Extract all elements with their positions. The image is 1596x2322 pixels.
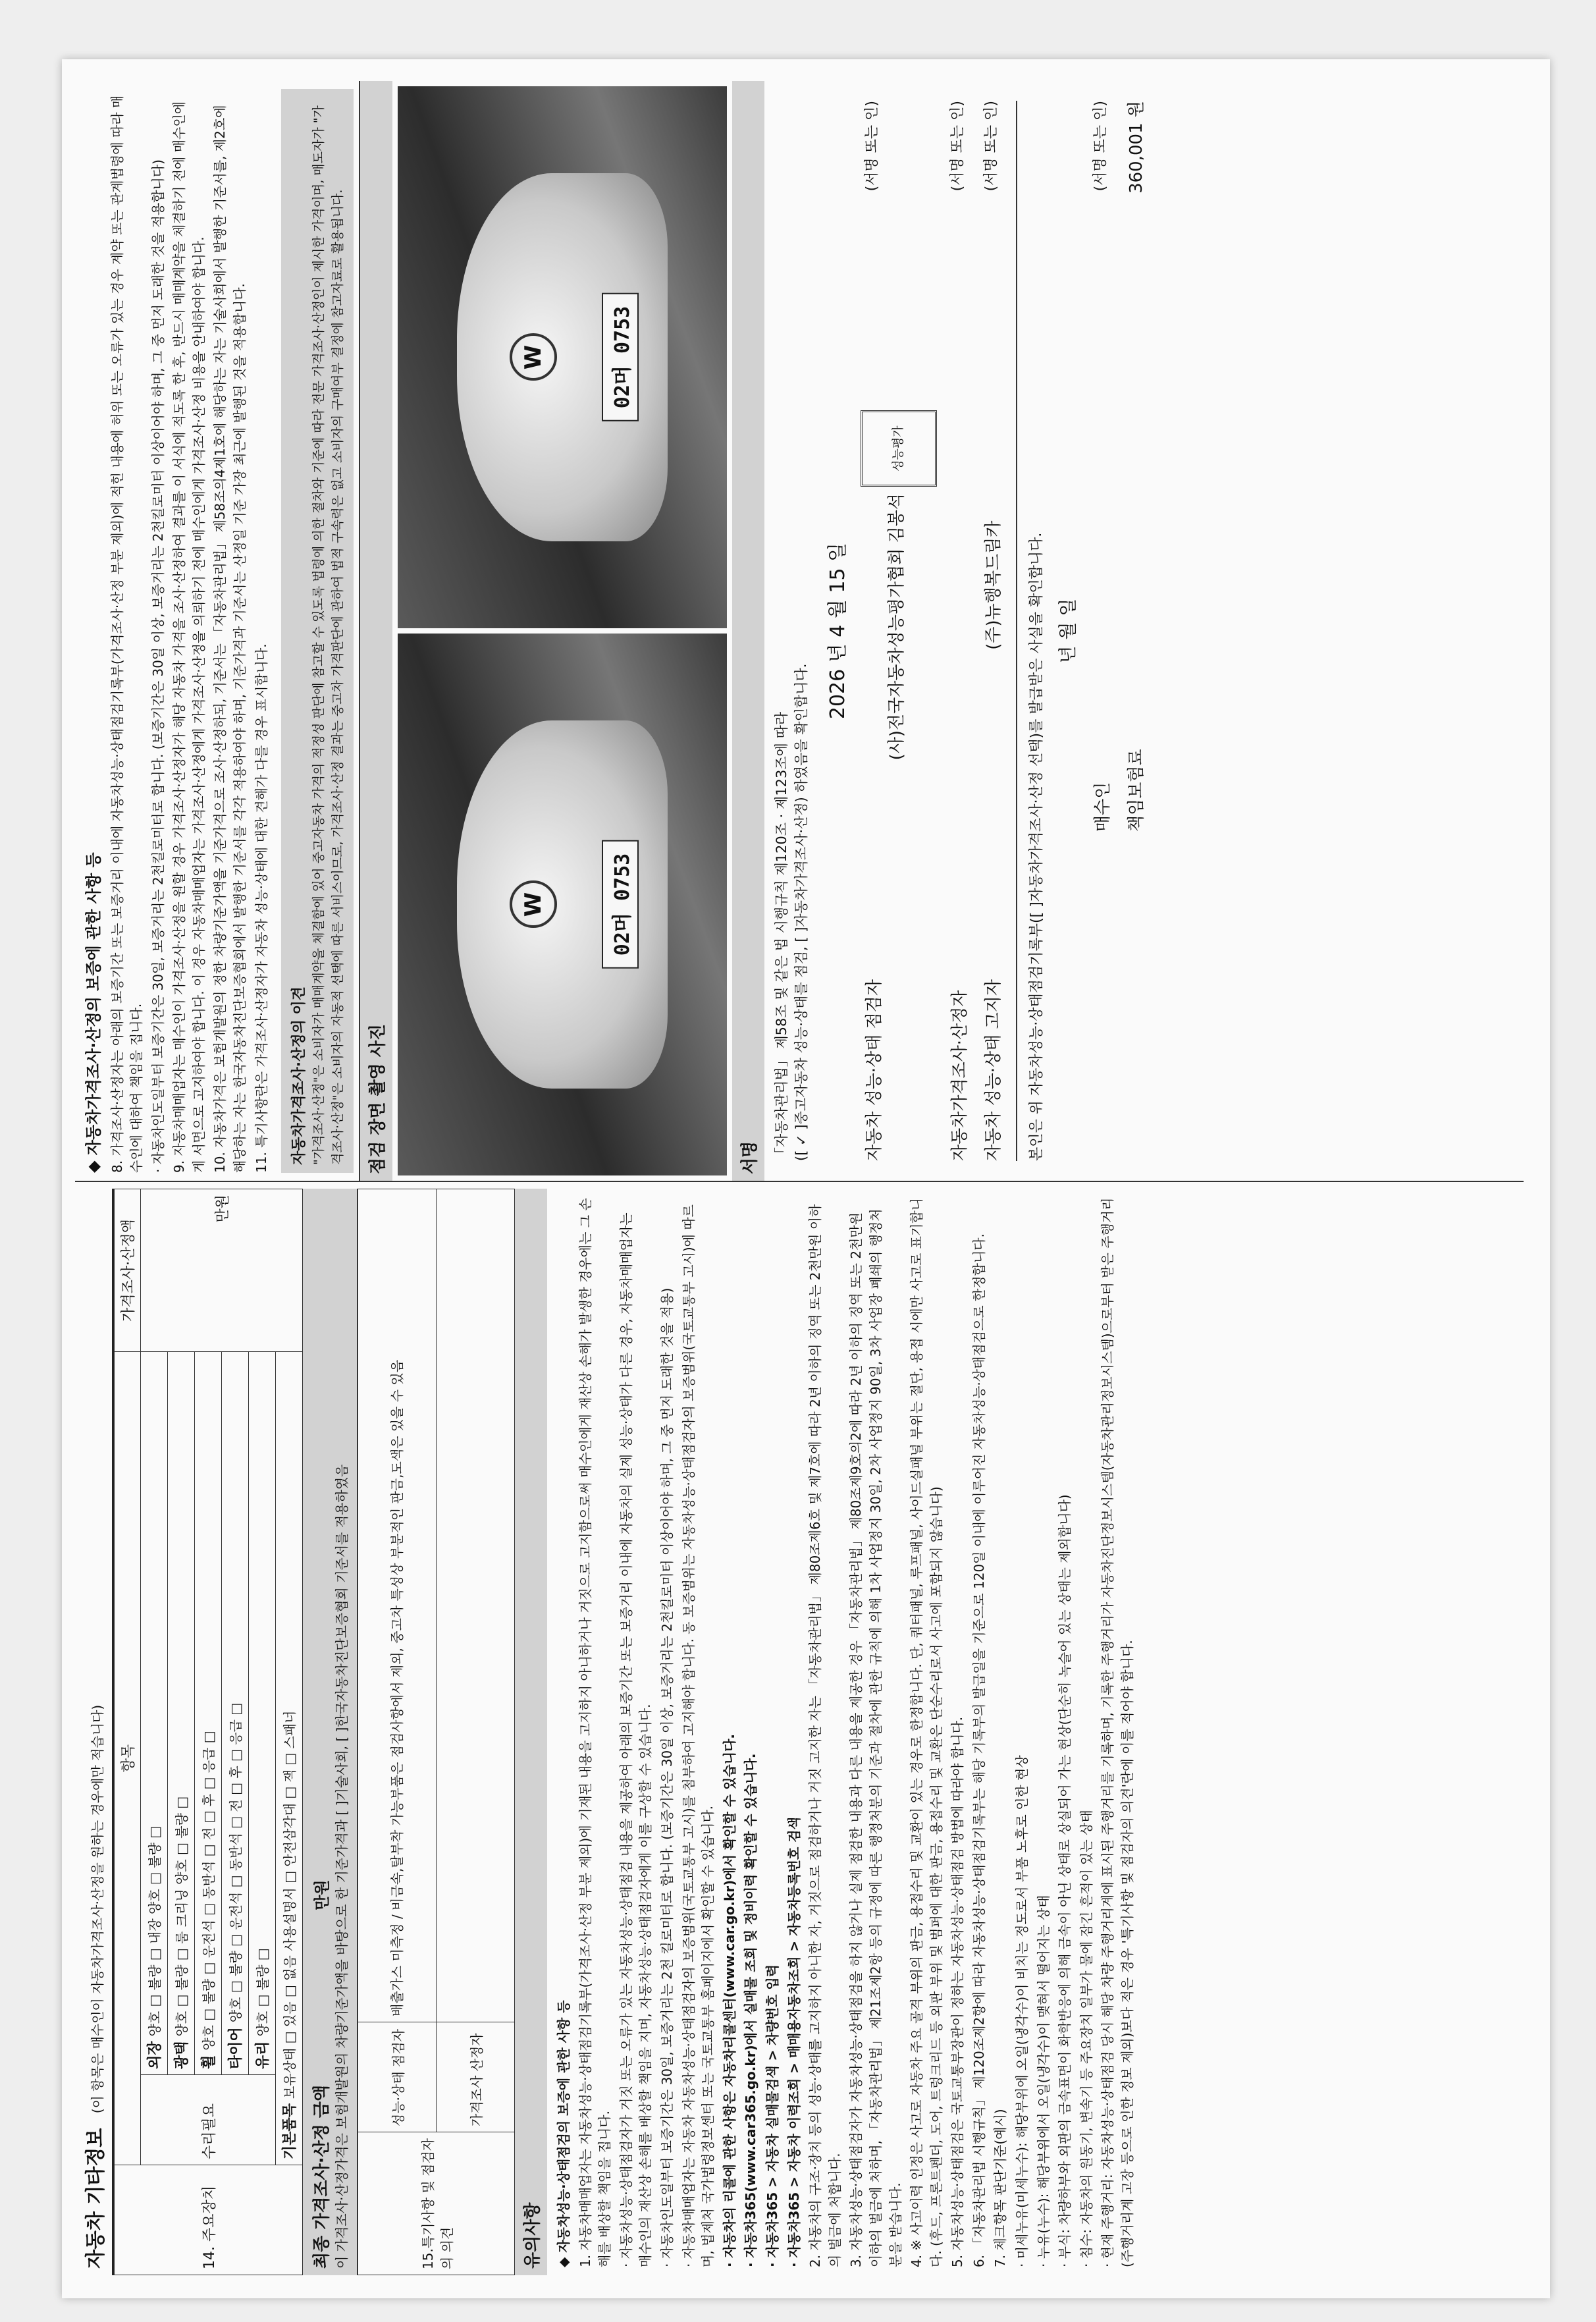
insurance-row bbox=[1123, 101, 1147, 1161]
other-info-title: 자동차 기타정보 bbox=[84, 2128, 107, 2269]
row-options[interactable]: 양호 □ 불량 □ 룸 크리닝 양호 □ 불량 □ bbox=[174, 1796, 190, 2037]
row-options[interactable]: 양호 □ 불량 □ 내장 양호 □ 불량 □ bbox=[147, 1825, 163, 2037]
row-name: 휠 bbox=[201, 2055, 217, 2069]
notice-subtitle: ◆ 자동차성능·상태점검의 보증에 관한 사항 등 bbox=[556, 2000, 572, 2267]
row14-label: 14. 주요장치 bbox=[115, 2165, 303, 2275]
row-tire bbox=[222, 1352, 249, 2075]
row-wheel bbox=[195, 1352, 222, 2075]
rear-car-photo bbox=[398, 86, 727, 628]
row-exterior bbox=[141, 1352, 168, 2075]
note-item: 7. 체크항목 판단기준(예시) bbox=[992, 2109, 1009, 2267]
other-info-header bbox=[75, 1189, 114, 2275]
appraiser-role: 자동차가격조사·산정자 bbox=[950, 990, 971, 1161]
note-item: · 자동차인도일부터 보증기간은 30일, 보증거리는 2천킬로미터로 합니다. (보증기간은 30일 이상, 보증거리는 2천킬로미터 이상이어야 하며, 그 중 먼저 도래한 것을 적용합니다) bbox=[149, 159, 166, 1173]
insurance-amount: 360,001 원 bbox=[1127, 101, 1147, 194]
signature-placeholder[interactable]: (서명 또는 인) bbox=[949, 101, 967, 192]
note-item: · 자동차매매업자는 자동차 자동차성능·상태점검자의 보증범위(국토교통부 고시)를 첨부하여 고지해야 합니다. 동 보증범위는 자동차성능·상태점검자의 보증범위(국토교통부 고시)에 따르며, 법제처 국가법령정보센터 또는 국토교통부 홈페이지에서 확인할 수 있습니다. bbox=[680, 1204, 716, 2267]
document-sheet bbox=[62, 59, 1550, 2298]
note-item: 4. ※ 사고이력 인정은 사고로 자동차 주요 골격 부위의 판금, 용접수리 및 교환이 있는 경우로 한정합니다. 단, 쿼터패널, 루프패널, 사이드실패널 부위는 절단, 용접 시에만 사고로 표기합니다. (후드, 프론트펜더, 도어, 트렁크리드 등 외판 부위 및 범퍼에 대한 판금, 용접수리 및 교환은 단순수리로서 사고에 포함되지 않습니다) bbox=[909, 1198, 944, 2267]
notifier-row bbox=[980, 101, 1004, 1161]
row-options[interactable]: 양호 □ 불량 □ bbox=[255, 1948, 271, 2037]
note-item: · 자동차성능·상태점검자가 거짓 또는 오류가 있는 자동차성능·상태점검 내용을 제공하여 아래의 보증기간 또는 보증거리 이내에 자동차의 실제 성능·상태가 다른 경우, 자동차매매업자는 매수인의 재산상 손해를 배상할 책임을 지며, 자동차성능·상태점검자에게 이를 구상할 수 있습니다. bbox=[618, 1212, 654, 2267]
right-column bbox=[75, 81, 1524, 1182]
repair-label: 수리필요 bbox=[141, 2075, 276, 2165]
issue-date: 2026 년 4 월 15 일 bbox=[826, 542, 850, 720]
note-item: · 침수: 자동차의 원동기, 변속기 등 주요장치 일부가 물에 잠긴 흔적이 있는 상태 bbox=[1078, 1810, 1094, 2267]
appraiser-row bbox=[946, 101, 971, 1161]
price-unit: 만원 bbox=[141, 1189, 303, 1352]
vw-logo-icon: W bbox=[510, 881, 557, 929]
sign-section-title: 서명 bbox=[732, 81, 764, 1181]
row-name: 기본품목 bbox=[282, 2103, 298, 2159]
row-glass bbox=[249, 1352, 276, 2075]
notice-notes bbox=[547, 1189, 1145, 2275]
note-item: 10. 자동차가격은 보험개발원의 정한 차량기준가액을 기준가격으로 조사·산정하되, 기준서는 「자동차관리법」 제58조의4제1호에 해당하는 자는 기술사회에서 발행한 기준서를, 제2호에 해당하는 자는 한국자동차진단보증협회에서 발행한 기준서를 각각 적용하여야 하며, 기준가격과 기준서는 산정일 기준 가장 최근에 발행된 것을 적용합니다. bbox=[212, 105, 248, 1173]
note-item: · 자동차의 리콜에 관한 사항은 자동차리콜센터(www.car.go.kr)에서 확인할 수 있습니다. bbox=[721, 1734, 737, 2267]
final-price-bar bbox=[303, 1189, 358, 2275]
signature-placeholder[interactable]: (서명 또는 인) bbox=[983, 101, 1000, 192]
insurance-label: 책임보험료 bbox=[1127, 749, 1147, 832]
row-basic bbox=[276, 1352, 303, 2165]
notifier-name: (주)뉴행복드림카 bbox=[984, 520, 1004, 650]
row-options[interactable]: 양호 □ 불량 □ 운전석 □ 동반석 □ 전 □ 후 □ 응급 □ bbox=[201, 1731, 217, 2051]
appraisal-title: ◆ 자동차가격조사·산정의 보증에 관한 사항 등 bbox=[84, 852, 103, 1173]
front-car-photo bbox=[398, 634, 727, 1175]
receipt-date: 년 월 일 bbox=[1057, 598, 1079, 664]
price-opinion bbox=[437, 1189, 515, 2022]
perf-opinion: 배출가스 미측정 / 비금속,탈부착 가능부품은 점검사항에서 제외, 중고차 특성상 부분적인 판금,도색은 있을 수 있음 bbox=[358, 1189, 437, 2022]
row-name: 유리 bbox=[255, 2041, 271, 2069]
legal-basis: 「자동차관리법」 제58조 및 같은 법 시행규칙 제120조 · 제123조에 따라 bbox=[774, 711, 790, 1161]
final-price-title: 최종 가격조사·산정 금액 bbox=[312, 2084, 332, 2269]
left-column bbox=[75, 1189, 1524, 2275]
inspector-name: (사)전국자동차성능평가협회 김봉석 bbox=[887, 493, 907, 761]
note-item: 1. 자동차매매업자는 자동차성능·상태점검기록부(가격조사·산정 부분 제외)에 기재된 내용을 고지하지 아니하거나 거짓으로 고지함으로써 매수인에게 재산상 손해가 발생한 경우에는 그 손해를 배상할 책임을 집니다. bbox=[577, 1198, 613, 2267]
appraisal-notes bbox=[75, 81, 279, 1181]
row-name: 광택 bbox=[174, 2041, 190, 2069]
note-item: 9. 자동차매매업자는 매수인이 가격조사·산정을 원할 경우 가격조사·산정자가 해당 자동차 가격을 조사·산정하여 결과를 이 서식에 적도록 한 후, 반드시 매매계약을 체결하기 전에 매수인에게 서면으로 고지하여야 합니다. 이 경우 자동차매매업자는 가격조사·산정에게 가격조사·산정을 의뢰하기 전에 매수인에게 가격조사·산정 비용을 안내하여야 합니다. bbox=[171, 101, 207, 1173]
appraisal-warning-box bbox=[281, 89, 354, 1173]
license-plate: 02머 0753 bbox=[602, 293, 639, 421]
other-info-note: (이 항목은 매수인이 자동차가격조사·산정을 원하는 경우에만 적습니다) bbox=[90, 1704, 105, 2114]
row-gloss bbox=[168, 1352, 195, 2075]
photo-section-title: 점검 장면 촬영 사진 bbox=[359, 81, 392, 1181]
signature-placeholder[interactable]: (서명 또는 인) bbox=[1092, 101, 1109, 192]
inspection-photos bbox=[392, 81, 732, 1181]
opinion-table bbox=[358, 1189, 515, 2275]
notice-title: 유의사항 bbox=[515, 1189, 547, 2275]
signature-placeholder[interactable]: (서명 또는 인) bbox=[864, 101, 881, 192]
note-item: 11. 특기사항란은 가격조사·산정자가 자동차 성능·상태에 대한 견해가 다를 경우 표시합니다. bbox=[253, 643, 269, 1173]
note-item: · 자동차365 > 자동차 이력조회 > 매매용자동차조회 > 자동차등록번호 검색 bbox=[785, 1817, 802, 2267]
row-name: 타이어 bbox=[228, 2027, 244, 2069]
warning-title: 자동차가격조사·산정의 이견 bbox=[291, 986, 308, 1165]
col-price-header: 가격조사·산정액 bbox=[115, 1189, 141, 1352]
warning-text: "가격조사·산정"은 소비자가 매매계약을 체결함에 있어 중고자동차 가격의 적정성 판단에 참고할 수 있도록 법령에 의한 절차와 기준에 따라 전문 가격조사·산정인이 제시한 가격이며, 매도자가 "가격조사·산정"은 소비자의 자동적 선택에 따른 서비스이므로, 가격조사·산정 결과는 중고차 가격판단에 관하여 법적 구속력은 없고 소비자의 구매여부 결정에 참고자료로 활용됩니다. bbox=[311, 105, 345, 1165]
receipt-statement: 본인은 위 자동차성능·상태점검기록부([ ]자동차가격조사·산정 선택)를 발급받은 사실을 확인합니다. bbox=[1016, 101, 1046, 1161]
final-price-note: 이 가격조사·산정가격은 보험개발원의 차량기준가액을 바탕으로 한 기준가격과 [ ]기술사회, [ ]한국자동차진단보증협회 기준서를 적용하였음 bbox=[334, 1464, 350, 2269]
note-item: 5. 자동차성능·상태점검은 국토교통부장관이 정하는 자동차성능·상태점검 방법에 따라야 합니다. bbox=[949, 1716, 966, 2267]
opinion-label: 15.특기사항 및 점검자의 의견 bbox=[358, 2132, 515, 2275]
row-options[interactable]: 양호 □ 불량 □ 운전석 □ 동반석 □ 전 □ 후 □ 응급 □ bbox=[228, 1702, 244, 2023]
note-item: · 자동차365 > 자동차 실매물검색 > 차량번호 입력 bbox=[764, 1964, 780, 2267]
note-item: 2. 자동차의 구조·장치 등의 성능·상태를 고지하지 아니한 자, 거짓으로 점검하거나 거짓 고지한 자는 「자동차관리법」 제80조제6호 및 제7호에 따라 2년 이하의 징역 또는 2천만원 이하의 벌금에 처합니다. bbox=[807, 1204, 843, 2267]
legal-confirm: ([ ✓ ]중고자동차 성능·상태를 점검, [ ]자동차가격조사·산정) 하였음을 확인합니다. bbox=[793, 663, 810, 1161]
final-price-unit: 만원 bbox=[313, 1879, 331, 1910]
note-item: 6. 「자동차관리법 시행규칙」 제120조제2항에 따라 자동차성능·상태점검기록부는 해당 기록부의 발급일을 기준으로 120일 이내에 이루어진 자동차성능·상태점검으로 한정합니다. bbox=[971, 1233, 987, 2267]
note-item: · 부식: 차량하부와 외판의 금속표면이 화학반응에 의해 금속이 아닌 상태로 상실되어 가는 현상(단순히 녹슬어 있는 상태는 제외합니다) bbox=[1057, 1494, 1073, 2267]
vw-logo-icon: W bbox=[510, 334, 557, 381]
note-item: · 누유(누수): 해당부위에서 오일(냉각수)이 맺혀서 떨어지는 상태 bbox=[1035, 1895, 1051, 2267]
row-name: 외장 bbox=[147, 2041, 163, 2069]
note-item: · 미세누유(미세누수): 해당부위에 오일(냉각수)이 비치는 정도로서 부품 노후로 인한 현상 bbox=[1014, 1755, 1030, 2267]
inspector-role: 자동차 성능·상태 점검자 bbox=[864, 979, 885, 1161]
note-item: · 현재 주행거리: 자동차성능·상태점검 당시 해당 차량 주행거리계에 표시된 주행거리를 기록하며, 기록한 주행거리가 자동차진단정보시스템(자동차관리정보시스템)으로부터 받은 주행거리(주행거리계 고장 등으로 인한 정보 제외)보다 적은 경우 '특기사항 및 점검자의 의견'란에 이를 적어야 합니다. bbox=[1100, 1197, 1136, 2267]
note-item: 3. 자동차성능·상태점검자가 자동차성능·상태점검을 하지 않거나 실제 점검한 내용과 다른 내용을 제공한 경우 「자동차관리법」 제80조제9호의2에 따라 2년 이하의 징역 또는 2천만원 이하의 벌금에 처하며, 「자동차관리법」 제21조제2항 등의 규정에 따른 행정처분의 기준과 절차에 관한 규칙에 의해 1차 사업정지 30일, 2차 사업정지 90일, 3차 사업장 폐쇄의 행정처분을 받습니다. bbox=[848, 1208, 903, 2267]
buyer-label: 매수인 bbox=[1093, 782, 1113, 832]
inspector-row bbox=[861, 101, 937, 1161]
rotated-page bbox=[75, 82, 1524, 2275]
note-item: · 자동차365(www.car365.go.kr)에서 실매물 조회 및 정비이력 확인할 수 있습니다. bbox=[743, 1753, 759, 2267]
notifier-role: 자동차 성능·상태 고지자 bbox=[984, 979, 1004, 1161]
seal-stamp: 성능평가 bbox=[861, 410, 937, 487]
price-label: 가격조사 산정자 bbox=[437, 2022, 515, 2132]
signature-area bbox=[764, 81, 1163, 1181]
row-options[interactable]: 보유상태 □ 있음 □ 없음 사용설명서 □ 안전삼각대 □ 잭 □ 스패너 bbox=[282, 1710, 298, 2099]
note-item: · 자동차인도일부터 보증기간은 30일, 보증거리는 2천 킬로미터로 합니다. (보증기간은 30일 이상, 보증거리는 2천킬로미터 이상이어야 하며, 그 중 먼저 도래한 것을 적용) bbox=[658, 1287, 675, 2267]
license-plate: 02머 0753 bbox=[602, 840, 639, 969]
major-devices-table bbox=[114, 1189, 303, 2275]
col-item-header: 항목 bbox=[115, 1352, 141, 2165]
buyer-row bbox=[1089, 101, 1113, 1161]
note-item: 8. 가격조사·산정자는 아래의 보증기간 또는 보증거리 이내에 자동차성능·상태점검기록부(가격조사·산정 부분 제외)에 적힌 내용에 허위 또는 오류가 있는 경우 계약 또는 관계법령에 따라 매수인에 대하여 책임을 집니다. bbox=[109, 95, 145, 1173]
perf-label: 성능·상태 점검자 bbox=[358, 2022, 437, 2132]
